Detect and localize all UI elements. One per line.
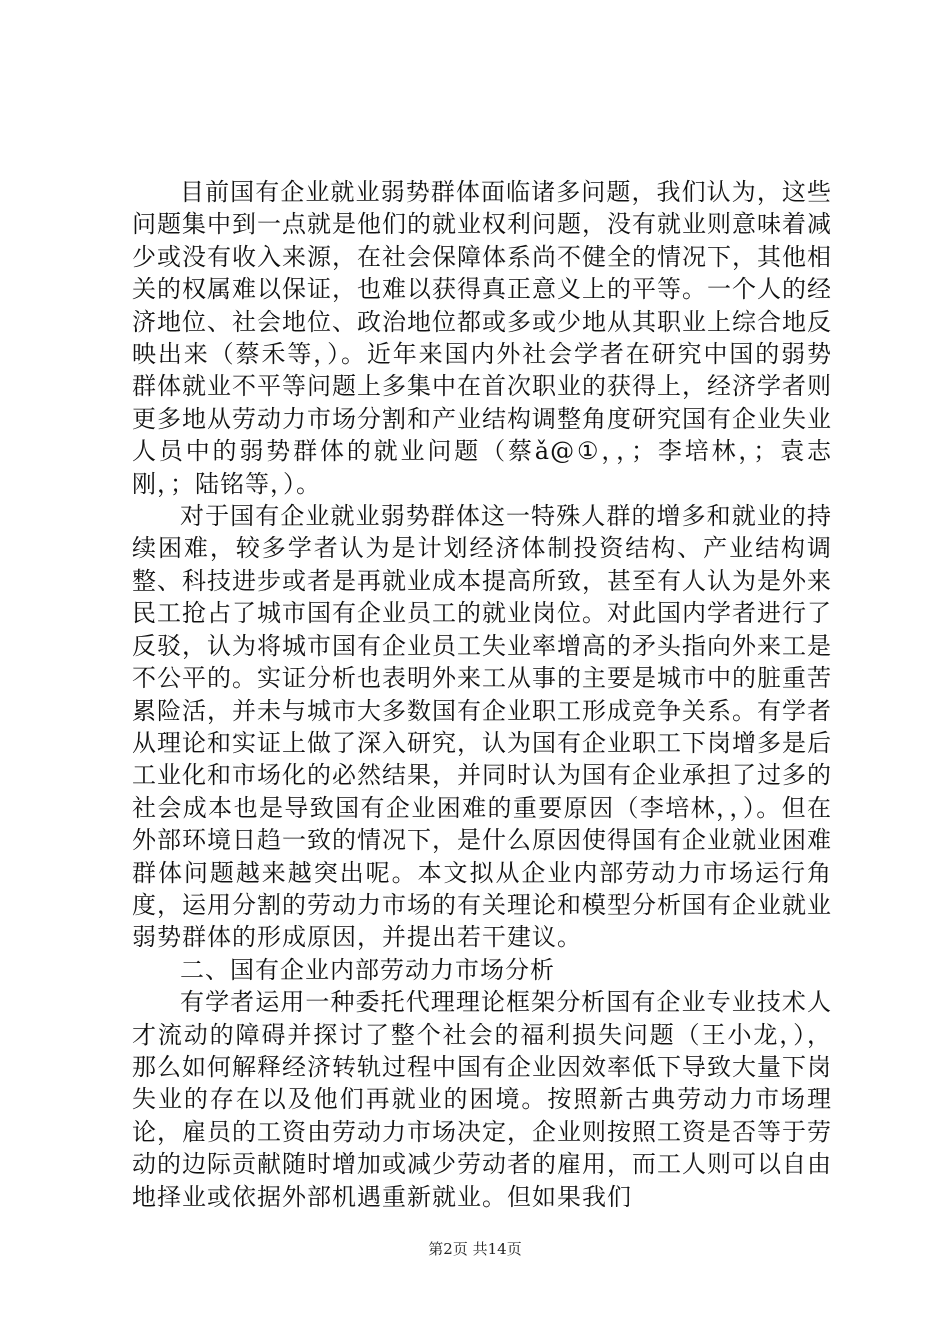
paragraph-2: 对于国有企业就业弱势群体这一特殊人群的增多和就业的持续困难，较多学者认为是计划经济体制投资结构、产业结构调整、科技进步或者是再就业成本提高所致，甚至有人认为是外来民工抢占了城市国有企业员工的就业岗位。对此国内学者进行了反驳，认为将城市国有企业员工失业率增高的矛头指向外来工是不公平的。实证分析也表明外来工从事的主要是城市中的脏重苦累险活，并未与城市大多数国有企业职工形成竞争关系。有学者从理论和实证上做了深入研究，认为国有企业职工下岗增多是后工业化和市场化的必然结果，并同时认为国有企业承担了过多的社会成本也是导致国有企业困难的重要原因（李培林，，）。但在外部环境日趋一致的情况下，是什么原因使得国有企业就业困难群体问题越来越突出呢。本文拟从企业内部劳动力市场运行角度，运用分割的劳动力市场的有关理论和模型分析国有企业就业弱势群体的形成原因，并提出若干建议。 — [132, 502, 832, 952]
document-body — [132, 176, 832, 1213]
paragraph-3: 有学者运用一种委托代理理论框架分析国有企业专业技术人才流动的障碍并探讨了整个社会的福利损失问题（王小龙，），那么如何解释经济转轨过程中国有企业因效率低下导致大量下岗失业的存在以及他们再就业的困境。按照新古典劳动力市场理论，雇员的工资由劳动力市场决定，企业则按照工资是否等于劳动的边际贡献随时增加或减少劳动者的雇用，而工人则可以自由地择业或依据外部机遇重新就业。但如果我们 — [132, 988, 832, 1211]
section-heading: 二、国有企业内部劳动力市场分析 — [180, 955, 555, 984]
paragraph-1: 目前国有企业就业弱势群体面临诸多问题，我们认为，这些问题集中到一点就是他们的就业权利问题，没有就业则意味着减少或没有收入来源，在社会保障体系尚不健全的情况下，其他相关的权属难以保证，也难以获得真正意义上的平等。一个人的经济地位、社会地位、政治地位都或多或少地从其职业上综合地反映出来（蔡禾等，）。近年来国内外社会学者在研究中国的弱势群体就业不平等问题上多集中在首次职业的获得上，经济学者则更多地从劳动力市场分割和产业结构调整角度研究国有企业失业人员中的弱势群体的就业问题（蔡ǎ@①，，；李培林，；袁志刚，；陆铭等，）。 — [132, 178, 832, 498]
page-number-footer: 第2页 共14页 — [428, 1240, 522, 1258]
